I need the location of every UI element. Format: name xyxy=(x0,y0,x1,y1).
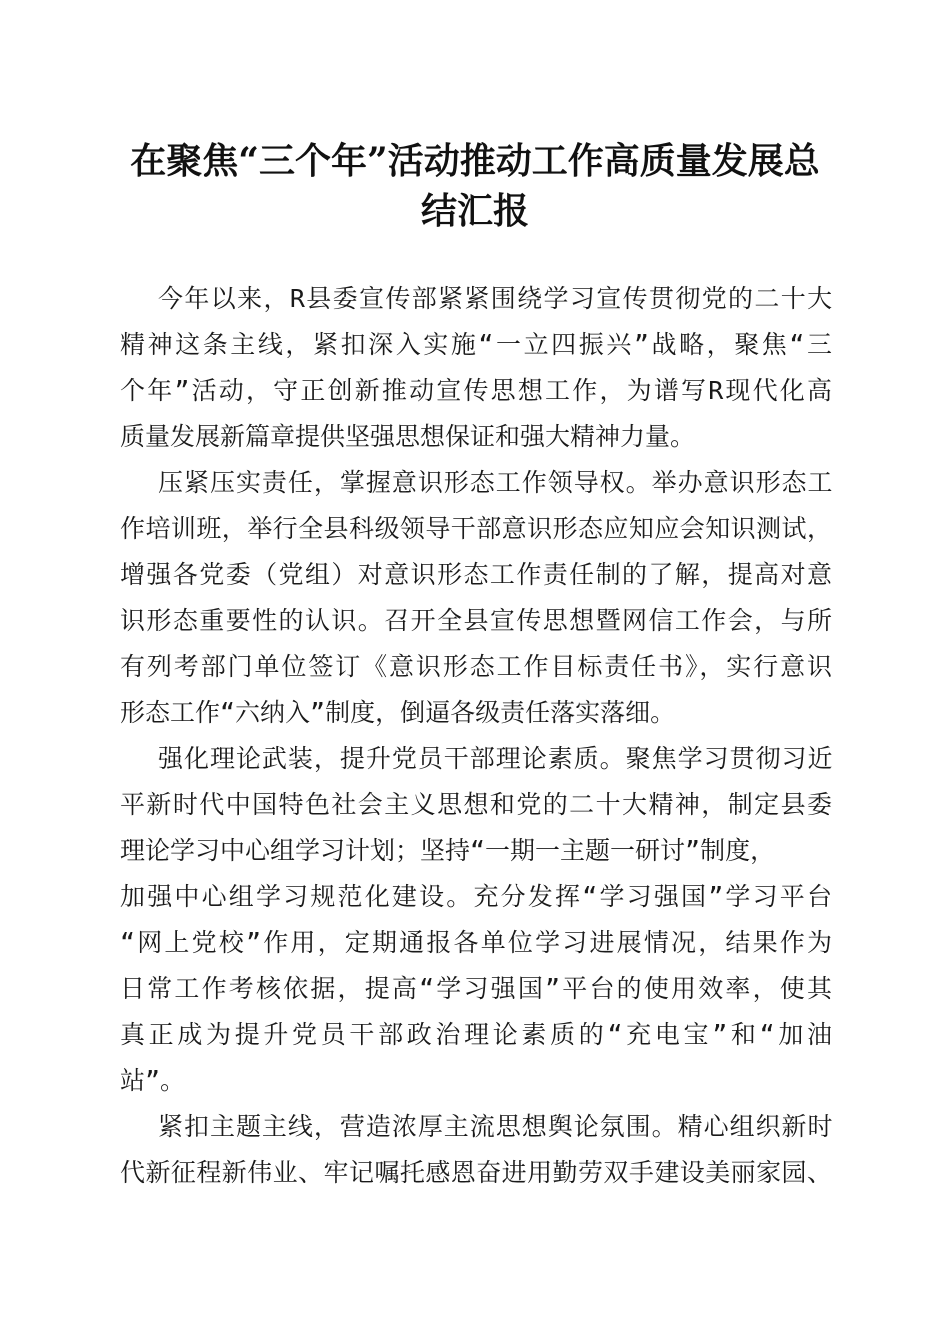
document-body xyxy=(120,276,832,1196)
paragraph-line: 识形态重要性的认识。召开全县宣传思想暨网信工作会，与所 xyxy=(120,606,832,635)
paragraph-line: 日常工作考核依据，提高“学习强国”平台的使用效率，使其 xyxy=(120,974,832,1003)
document-title xyxy=(100,136,850,236)
paragraph-line: 真正成为提升党员干部政治理论素质的“充电宝”和“加油 xyxy=(120,1020,832,1049)
paragraph-line: 代新征程新伟业、牢记嘱托感恩奋进用勤劳双手建设美丽家园、 xyxy=(120,1158,832,1187)
paragraph-line: 加强中心组学习规范化建设。充分发挥“学习强国”学习平台 xyxy=(120,882,832,911)
paragraph-line: 今年以来，R县委宣传部紧紧围绕学习宣传贯彻党的二十大 xyxy=(158,284,832,313)
paragraph-line: “网上党校”作用，定期通报各单位学习进展情况，结果作为 xyxy=(120,928,832,957)
paragraph-line: 理论学习中心组学习计划；坚持“一期一主题一研讨”制度， xyxy=(120,836,776,865)
paragraph-3 xyxy=(120,736,832,1104)
paragraph-line: 作培训班，举行全县科级领导干部意识形态应知应会知识测试， xyxy=(120,514,832,543)
paragraph-line: 个年”活动，守正创新推动宣传思想工作，为谱写R现代化高 xyxy=(120,376,832,405)
paragraph-line: 形态工作“六纳入”制度，倒逼各级责任落实落细。 xyxy=(120,698,676,727)
title-line-2: 结汇报 xyxy=(420,190,529,232)
paragraph-line: 压紧压实责任，掌握意识形态工作领导权。举办意识形态工 xyxy=(158,468,832,497)
paragraph-line: 增强各党委（党组）对意识形态工作责任制的了解，提高对意 xyxy=(120,560,832,589)
paragraph-line: 质量发展新篇章提供坚强思想保证和强大精神力量。 xyxy=(120,422,696,451)
paragraph-line: 有列考部门单位签订《意识形态工作目标责任书》，实行意识 xyxy=(120,652,832,681)
paragraph-line: 精神这条主线，紧扣深入实施“一立四振兴”战略，聚焦“三 xyxy=(120,330,832,359)
paragraph-1 xyxy=(120,276,832,460)
paragraph-line: 紧扣主题主线，营造浓厚主流思想舆论氛围。精心组织新时 xyxy=(158,1112,832,1141)
paragraph-2 xyxy=(120,460,832,736)
paragraph-line: 强化理论武装，提升党员干部理论素质。聚焦学习贯彻习近 xyxy=(158,744,832,773)
paragraph-line: 站”。 xyxy=(120,1066,186,1095)
paragraph-line: 平新时代中国特色社会主义思想和党的二十大精神，制定县委 xyxy=(120,790,832,819)
title-line-1: 在聚焦“三个年”活动推动工作高质量发展总 xyxy=(130,140,820,182)
paragraph-4 xyxy=(120,1104,832,1196)
